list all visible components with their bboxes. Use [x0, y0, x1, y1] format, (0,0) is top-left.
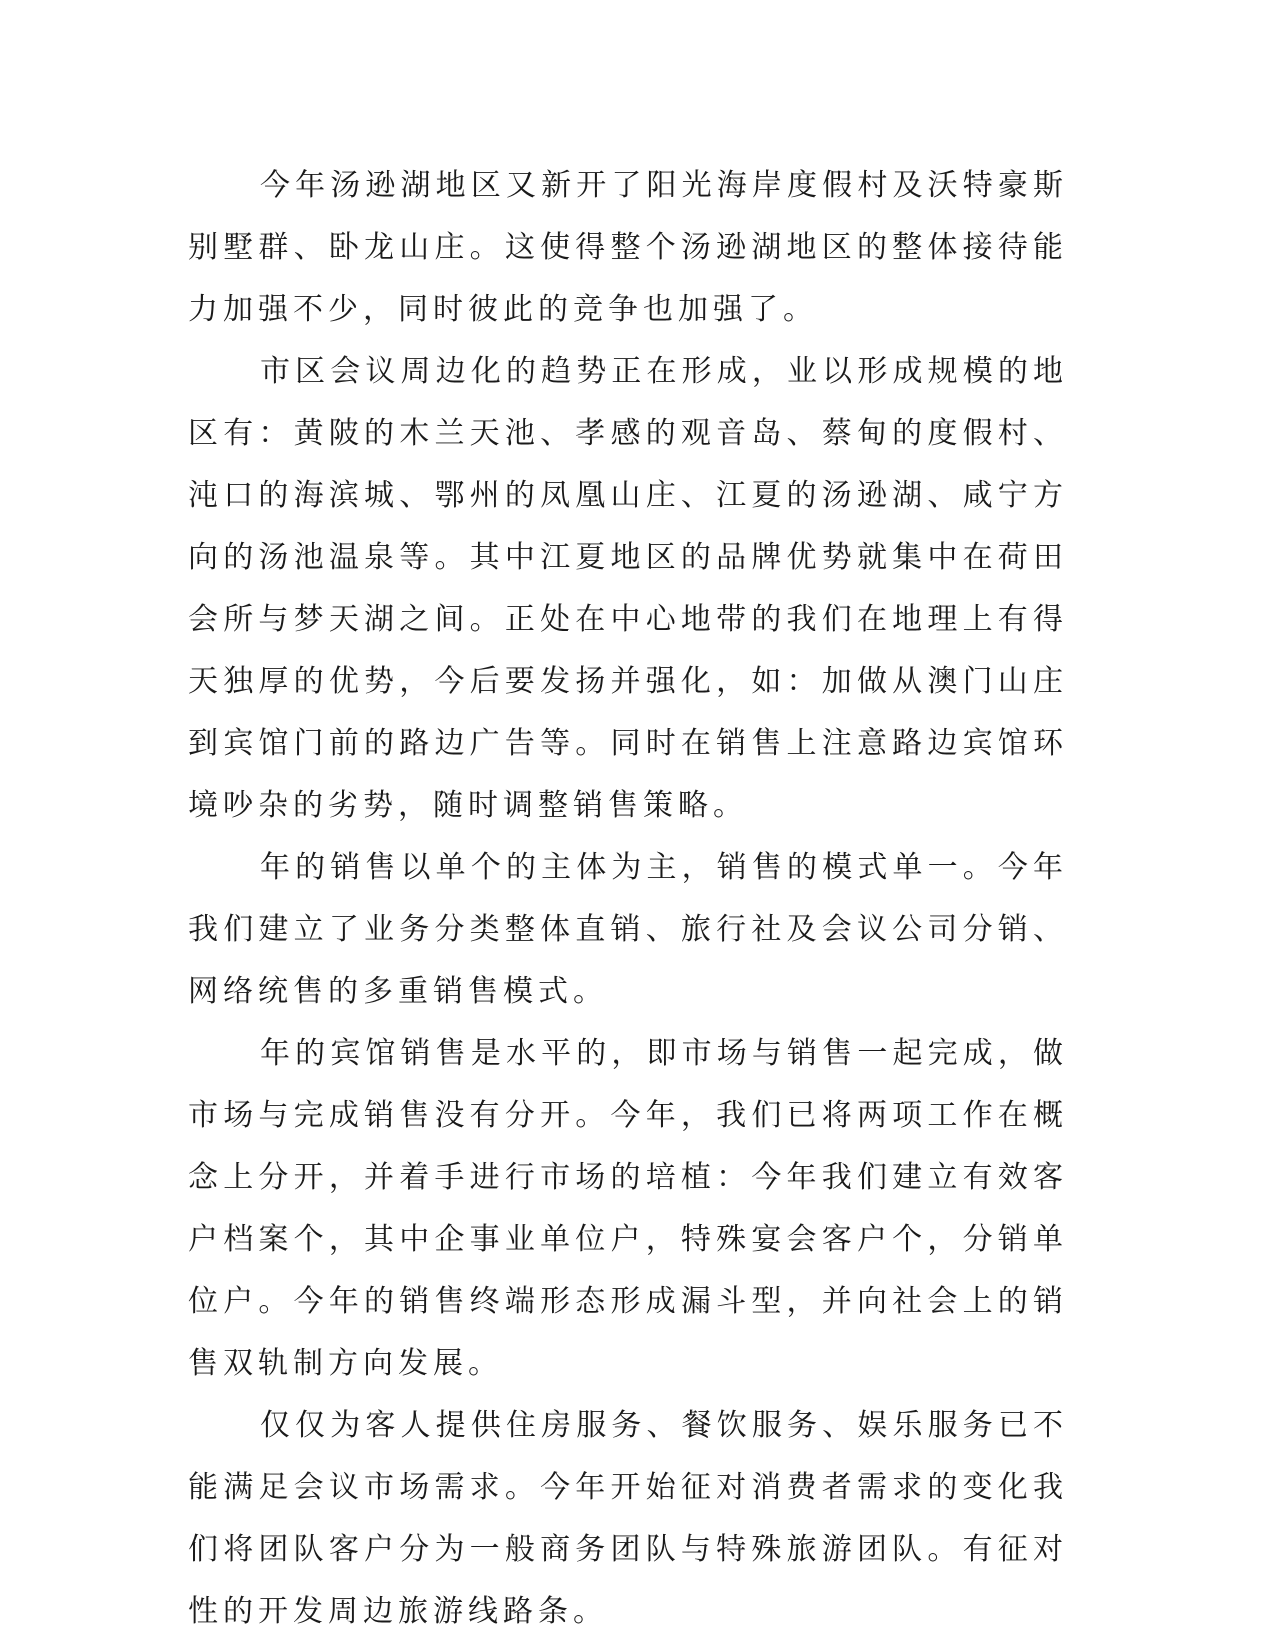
paragraph-5: 仅仅为客人提供住房服务、餐饮服务、娱乐服务已不能满足会议市场需求。今年开始征对消费者需求的变化我们将团队客户分为一般商务团队与特殊旅游团队。有征对性的开发周边旅游线路条。: [188, 1408, 1068, 1629]
paragraph-2: 市区会议周边化的趋势正在形成，业以形成规模的地区有：黄陂的木兰天池、孝感的观音岛、蔡甸的度假村、沌口的海滨城、鄂州的凤凰山庄、江夏的汤逊湖、咸宁方向的汤池温泉等。其中江夏地区的品牌优势就集中在荷田会所与梦天湖之间。正处在中心地带的我们在地理上有得天独厚的优势，今后要发扬并强化，如：加做从澳门山庄到宾馆门前的路边广告等。同时在销售上注意路边宾馆环境吵杂的劣势，随时调整销售策略。: [188, 354, 1068, 823]
document-body: [188, 155, 1068, 1643]
paragraph-1: 今年汤逊湖地区又新开了阳光海岸度假村及沃特豪斯别墅群、卧龙山庄。这使得整个汤逊湖地区的整体接待能力加强不少，同时彼此的竞争也加强了。: [188, 168, 1068, 327]
paragraph-3: 年的销售以单个的主体为主，销售的模式单一。今年我们建立了业务分类整体直销、旅行社及会议公司分销、网络统售的多重销售模式。: [188, 850, 1068, 1009]
paragraph-4: 年的宾馆销售是水平的，即市场与销售一起完成，做市场与完成销售没有分开。今年，我们已将两项工作在概念上分开，并着手进行市场的培植：今年我们建立有效客户档案个，其中企事业单位户，特殊宴会客户个，分销单位户。今年的销售终端形态形成漏斗型，并向社会上的销售双轨制方向发展。: [188, 1036, 1068, 1381]
